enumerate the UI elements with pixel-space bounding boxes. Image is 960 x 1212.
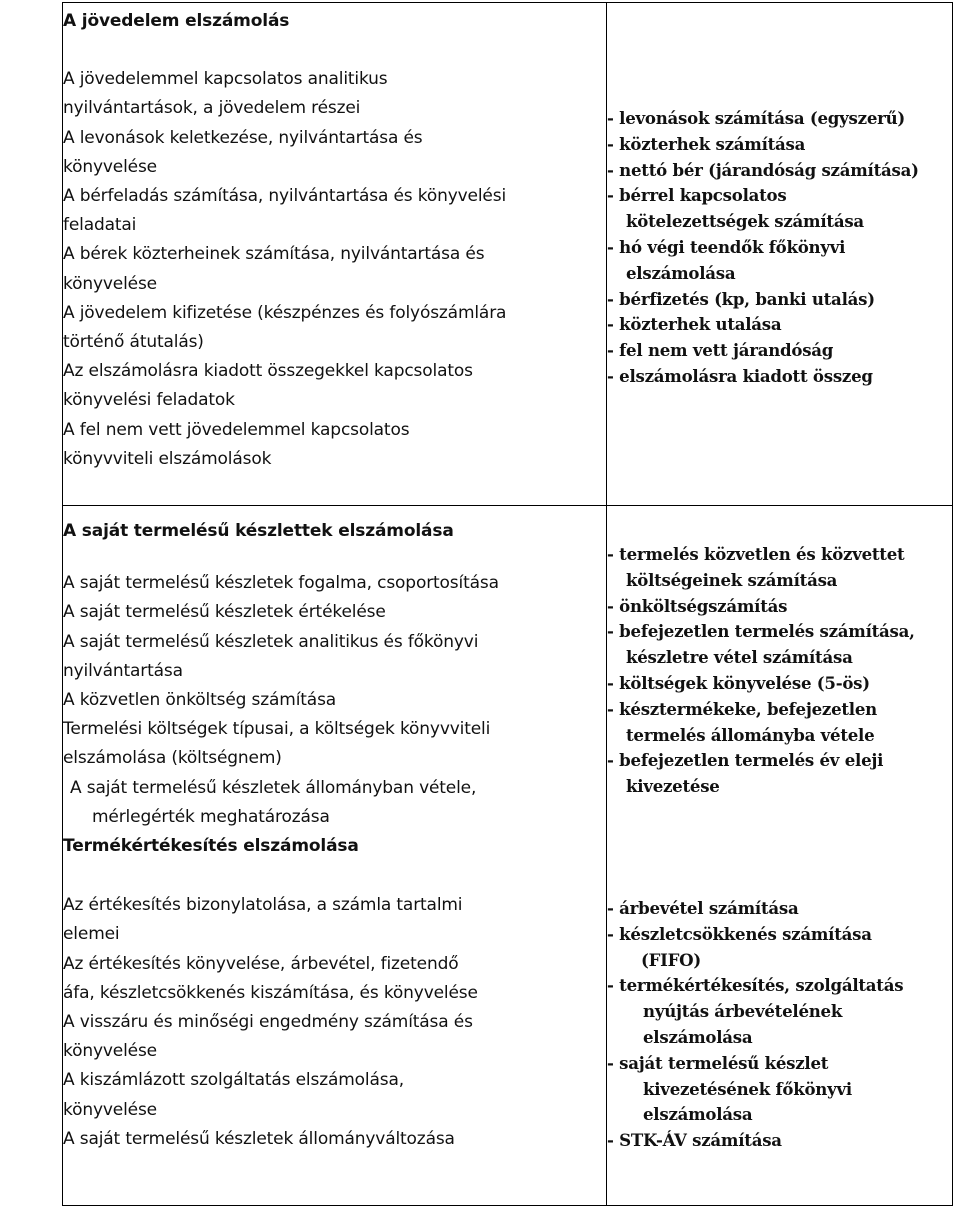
task-line: - közterhek számítása — [607, 133, 806, 154]
topic-line: A saját termelésű készletek állományváltozása — [63, 1128, 455, 1149]
topic-line: nyilvántartások, a jövedelem részei — [63, 98, 361, 119]
task-line: - önköltségszámítás — [607, 595, 788, 616]
task-line: - nettó bér (járandóság számítása) — [607, 159, 919, 180]
topic-line: A saját termelésű készletek analitikus és főkönyvi — [63, 631, 479, 652]
topic-line: A visszáru és minőségi engedmény számítása és — [63, 1012, 473, 1033]
topic-line: mérlegérték meghatározása — [92, 806, 330, 827]
tasks-cell — [607, 506, 953, 1206]
task-line: - saját termelésű készlet — [607, 1052, 829, 1073]
topic-line: Az értékesítés könyvelése, árbevétel, fizetendő — [63, 953, 459, 974]
task-line: elszámolása — [643, 1026, 753, 1047]
task-line: elszámolása — [643, 1104, 753, 1125]
task-line: elszámolása — [626, 262, 736, 283]
topic-line: könyvelése — [63, 1041, 157, 1062]
task-line: nyújtás árbevételének — [643, 1001, 843, 1022]
topic-line: A jövedelemmel kapcsolatos analitikus — [63, 69, 388, 90]
topic-line: nyilvántartása — [63, 660, 183, 681]
task-line: - költségek könyvelése (5-ös) — [607, 672, 870, 693]
task-line: - termelés közvetlen és közvettet — [607, 544, 905, 564]
topic-line: könyvelése — [63, 1099, 157, 1120]
task-line: készletre vétel számítása — [626, 647, 853, 668]
topic-line: Termelési költségek típusai, a költségek könyvviteli — [63, 719, 491, 740]
topic-line: A jövedelem kifizetése (készpénzes és folyószámlára — [63, 302, 507, 323]
curriculum-table — [62, 2, 953, 1206]
table-row — [63, 3, 953, 506]
task-line: (FIFO) — [641, 949, 701, 970]
task-line: - hó végi teendők főkönyvi — [607, 236, 846, 257]
task-line: - fel nem vett járandóság — [607, 340, 834, 361]
topic-line: feladatai — [63, 215, 137, 236]
topic-line: Az értékesítés bizonylatolása, a számla tartalmi — [63, 895, 463, 916]
topic-line: A bérek közterheinek számítása, nyilvántartása és — [63, 244, 485, 265]
task-line: - STK-ÁV számítása — [607, 1130, 782, 1151]
topic-line: elszámolása (költségnem) — [63, 748, 282, 769]
section-title: A jövedelem elszámolás — [63, 11, 290, 31]
task-line: - befejezetlen termelés számítása, — [607, 621, 915, 642]
task-line: termelés állományba vétele — [626, 724, 875, 745]
topic-line: könyvelési feladatok — [63, 390, 235, 411]
topic-line: A saját termelésű készletek értékelése — [63, 602, 386, 623]
task-line: kivezetésének főkönyvi — [643, 1078, 852, 1099]
topic-line: A levonások keletkezése, nyilvántartása és — [63, 127, 423, 148]
task-line: kivezetése — [626, 776, 720, 797]
topic-line: áfa, készletcsökkenés kiszámítása, és könyvelése — [63, 982, 478, 1003]
topic-line: Az elszámolásra kiadott összegekkel kapcsolatos — [63, 361, 473, 382]
topic-line: könyvelése — [63, 156, 157, 177]
task-line: - levonások számítása (egyszerű) — [607, 108, 906, 128]
task-line: - közterhek utalása — [607, 314, 782, 335]
task-line: - termékértékesítés, szolgáltatás — [607, 975, 904, 996]
topic-line: elemei — [63, 924, 120, 945]
topic-line: A saját termelésű készletek fogalma, csoportosítása — [63, 573, 499, 594]
task-line: - bérfizetés (kp, banki utalás) — [607, 288, 875, 309]
topic-line: könyvviteli elszámolások — [63, 448, 272, 469]
task-line: - késztermékeke, befejezetlen — [607, 698, 877, 719]
topics-cell — [63, 3, 607, 506]
topic-line: könyvelése — [63, 273, 157, 294]
section-title: A saját termelésű készlettek elszámolása — [63, 521, 454, 541]
task-line: költségeinek számítása — [626, 569, 838, 590]
tasks-cell — [607, 3, 953, 506]
topic-line: történő átutalás) — [63, 332, 204, 353]
task-line: - bérrel kapcsolatos — [607, 185, 787, 206]
task-line: - árbevétel számítása — [607, 897, 799, 918]
topic-line: A kiszámlázott szolgáltatás elszámolása, — [63, 1070, 404, 1091]
topics-cell — [63, 506, 607, 1206]
topic-line: A fel nem vett jövedelemmel kapcsolatos — [63, 419, 410, 440]
task-line: - készletcsökkenés számítása — [607, 923, 872, 944]
topic-line: A bérfeladás számítása, nyilvántartása és könyvelési — [63, 186, 507, 207]
task-line: kötelezettségek számítása — [626, 211, 864, 232]
section-title: Termékértékesítés elszámolása — [63, 836, 359, 857]
topic-line: A saját termelésű készletek állományban vétele, — [70, 777, 477, 798]
table-row — [63, 506, 953, 1206]
topic-line: A közvetlen önköltség számítása — [63, 690, 337, 711]
task-line: - befejezetlen termelés év eleji — [607, 750, 884, 771]
task-line: - elszámolásra kiadott összeg — [607, 365, 873, 386]
